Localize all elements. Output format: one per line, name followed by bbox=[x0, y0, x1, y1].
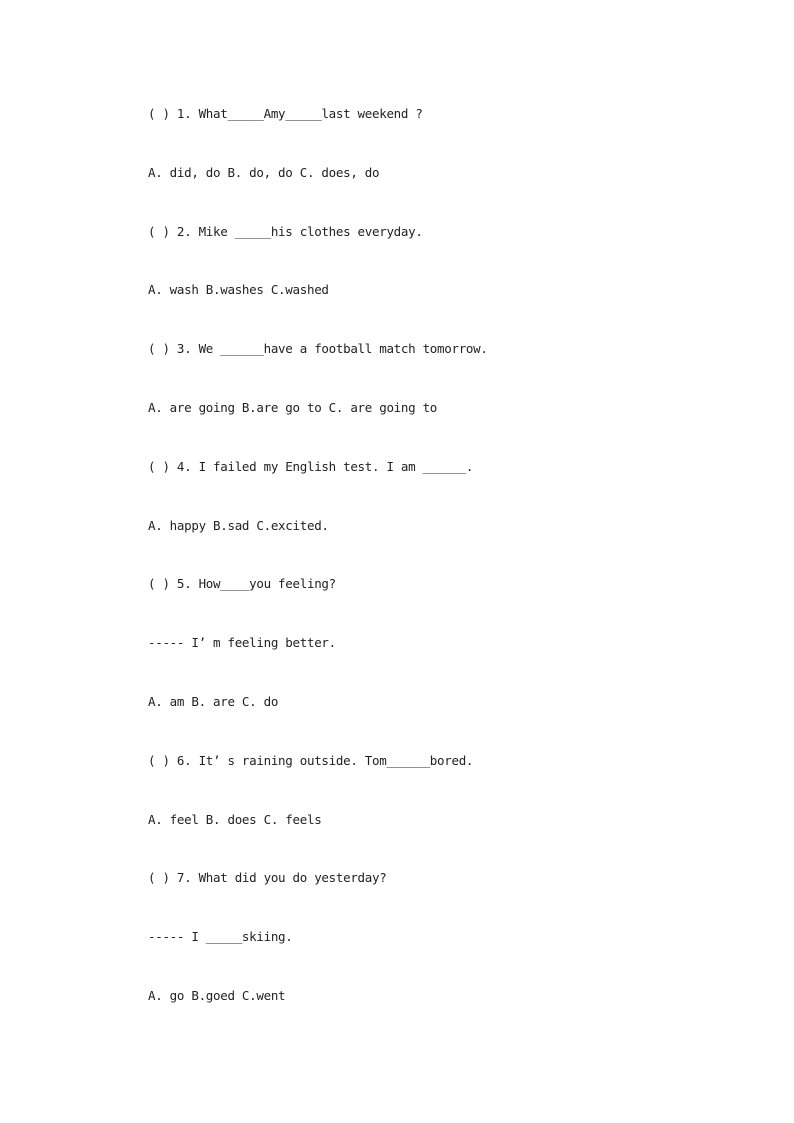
question-list bbox=[148, 104, 748, 1045]
question-6-options: A. feel B. does C. feels bbox=[148, 811, 322, 827]
question-7-prompt: ( ) 7. What did you do yesterday? bbox=[148, 870, 387, 886]
question-6-prompt: ( ) 6. It’ s raining outside. Tom______bored. bbox=[148, 752, 474, 768]
question-5-prompt: ( ) 5. How____you feeling? bbox=[148, 576, 336, 592]
question-3-prompt: ( ) 3. We ______have a football match tomorrow. bbox=[148, 341, 488, 357]
question-2-options: A. wash B.washes C.washed bbox=[148, 282, 329, 298]
question-7-options: A. go B.goed C.went bbox=[148, 987, 286, 1003]
question-4-prompt: ( ) 4. I failed my English test. I am ______. bbox=[148, 458, 474, 474]
question-2-prompt: ( ) 2. Mike _____his clothes everyday. bbox=[148, 223, 423, 239]
question-1-options: A. did, do B. do, do C. does, do bbox=[148, 164, 380, 180]
question-1-prompt: ( ) 1. What_____Amy_____last weekend ? bbox=[148, 106, 423, 121]
question-5-response: ----- I’ m feeling better. bbox=[148, 635, 336, 651]
question-4-options: A. happy B.sad C.excited. bbox=[148, 517, 329, 533]
question-7-response: ----- I _____skiing. bbox=[148, 929, 293, 945]
question-5-options: A. am B. are C. do bbox=[148, 693, 279, 709]
question-3-options: A. are going B.are go to C. are going to bbox=[148, 399, 438, 415]
